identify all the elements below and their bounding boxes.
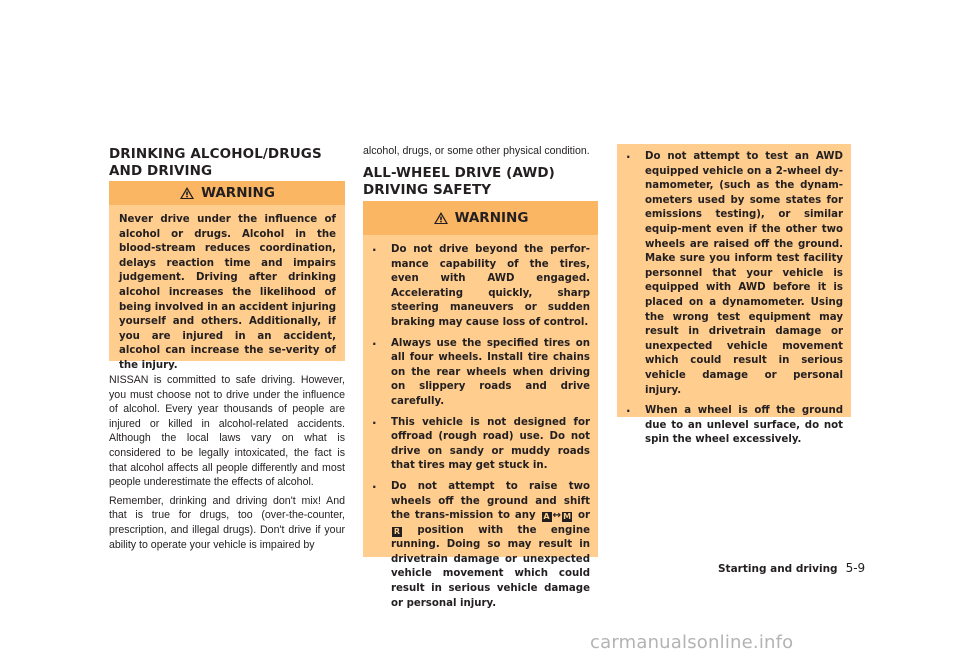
or-text: or: [573, 510, 590, 522]
shift-m-key-icon: M: [563, 512, 572, 522]
warning-box-continued: [617, 144, 851, 446]
continuation-text: alcohol, drugs, or some other physical condition.: [363, 145, 590, 157]
warning-triangle-icon: [179, 186, 195, 200]
paragraph: NISSAN is committed to safe driving. However, you must choose not to drive under the influence of alcohol. Every year thousands of people are injured or killed in alcohol-related accidents. Although the local laws vary on what is considered to be legally intoxicated, the fact is that alcohol affects all people differently and most people underestimate the effects of alcohol.: [109, 374, 345, 489]
warning-title: WARNING: [201, 184, 275, 201]
bullet-text: Do not attempt to raise two wheels off the ground and shift the trans-mission to any: [391, 480, 590, 522]
list-item: . When a wheel is off the ground due to an unlevel surface, do not spin the wheel excessively.: [617, 404, 843, 448]
warning-title: WARNING: [454, 209, 529, 226]
paragraph: Remember, drinking and driving don't mix! And that is true for drugs, too (over-the-counter, prescription, and illegal drugs). Don't drive if your ability to operate your vehicle is impaired by: [109, 494, 345, 551]
body-text-alcohol: [109, 373, 345, 556]
list-item: . Do not attempt to test an AWD equipped vehicle on a 2-wheel dy-namometer, (such as the dynam-ometers used by some states for emissions testing), or similar equip-ment even if the other two wheels are raised off the ground. Make sure you inform test facility personnel that your vehicle is equipped with AWD before it is placed on a dynamometer. Using the wrong test equipment may result in drivetrain damage or unexpected vehicle movement which could result in serious vehicle damage or personal injury.: [617, 150, 843, 398]
section-heading-awd: ALL-WHEEL DRIVE (AWD) DRIVING SAFETY: [363, 165, 555, 198]
list-item: [363, 480, 590, 611]
shift-r-key-icon: R: [393, 526, 401, 536]
list-item: . This vehicle is not designed for offroad (rough road) use. Do not drive on sandy or muddy roads that tires may get stuck in.: [363, 416, 590, 474]
warning-box-awd: [363, 201, 598, 609]
warning-box-alcohol: [109, 181, 345, 371]
page-number: 5-9: [845, 561, 866, 575]
warning-text: Never drive under the influence of alcohol or drugs. Alcohol in the blood-stream reduces coordination, delays reaction time and impairs judgement. Driving after drinking alcohol increases the likelihood of being involved in an accident injuring yourself and others. Additionally, if you are injured in an accident, alcohol can increase the se-verity of the injury.: [119, 214, 336, 371]
list-item: . Always use the specified tires on all four wheels. Install tire chains on the rear wheels when driving on slippery roads and drive carefully.: [363, 337, 590, 410]
warning-bullet-list: [617, 144, 851, 462]
page-footer: [718, 561, 865, 575]
warning-triangle-icon: [433, 211, 449, 225]
bullet-text: position with the engine running. Doing so may result in drivetrain damage or unexpected vehicle movement which could result in serious vehicle damage or personal injury.: [391, 524, 590, 609]
watermark: carmanualsonline.info: [590, 632, 794, 653]
warning-bullet-list: [363, 235, 598, 625]
shift-a-key-icon: A: [543, 512, 550, 522]
section-heading-alcohol: DRINKING ALCOHOL/DRUGS AND DRIVING: [109, 146, 322, 179]
warning-header: [363, 201, 598, 235]
arrow-glyph: ↔: [552, 510, 562, 522]
warning-header: [109, 181, 345, 205]
list-item: . Do not drive beyond the perfor-mance capability of the tires, even with AWD engaged. Accelerating quickly, sharp steering maneuvers or sudden braking may cause loss of control.: [363, 243, 590, 331]
footer-section-title: Starting and driving: [718, 563, 838, 575]
